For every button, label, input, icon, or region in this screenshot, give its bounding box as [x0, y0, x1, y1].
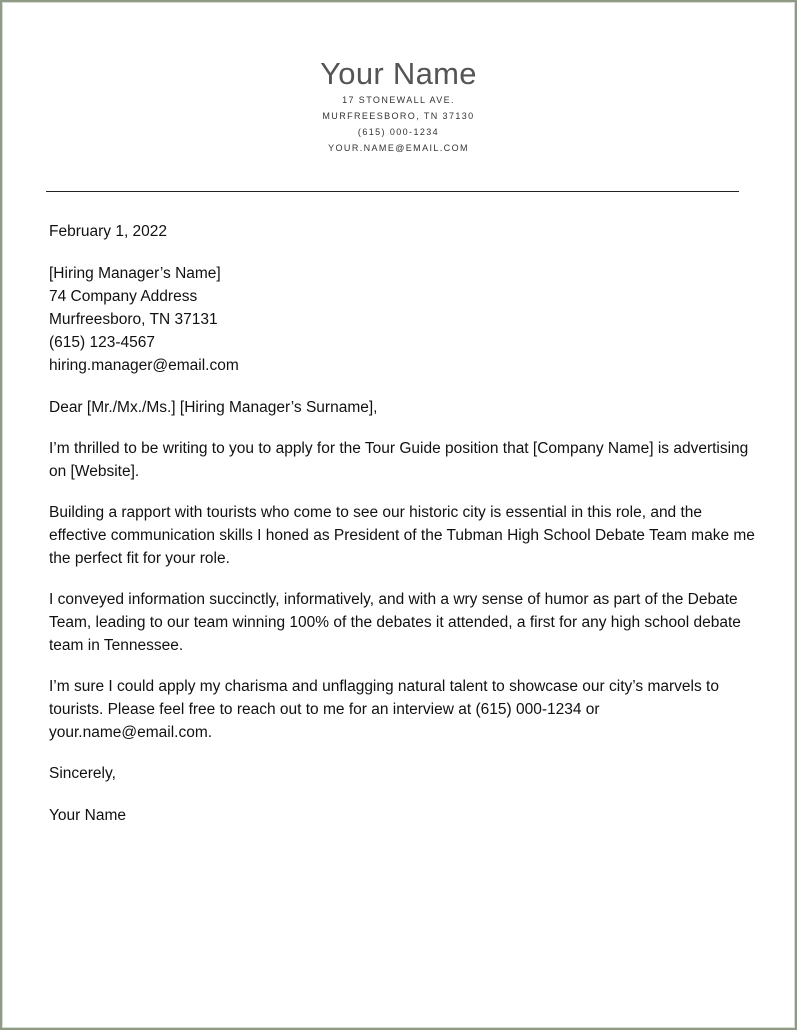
signature-name: Your Name [49, 807, 126, 824]
paragraph-intro: I’m thrilled to be writing to you to apply for the Tour Guide position that [Company Name] is advertising on [Website]. [49, 440, 749, 480]
recipient-address: 74 Company Address [49, 288, 198, 305]
letter-date: February 1, 2022 [49, 223, 168, 240]
recipient-email: hiring.manager@email.com [49, 357, 239, 374]
sender-address-line2: MURFREESBORO, TN 37130 [322, 111, 475, 121]
closing: Sincerely, [49, 765, 116, 782]
paragraph-closing-request: I’m sure I could apply my charisma and unflagging natural talent to showcase our city’s marvels to tourists. Please feel free to reach out to me for an interview at (615) 000-1234 or your.name@email.com. [49, 678, 719, 741]
recipient-phone: (615) 123-4567 [49, 334, 155, 351]
sender-name: Your Name [320, 56, 477, 91]
header-divider [46, 191, 739, 192]
sender-address-line1: 17 STONEWALL AVE. [342, 95, 455, 105]
salutation: Dear [Mr./Mx./Ms.] [Hiring Manager’s Surname], [49, 399, 378, 416]
paragraph-rapport: Building a rapport with tourists who come to see our historic city is essential in this role, and the effective communication skills I honed as President of the Tubman High School Debate Team make me the perfect fit for your role. [49, 504, 755, 567]
recipient-city: Murfreesboro, TN 37131 [49, 311, 218, 328]
paragraph-debate: I conveyed information succinctly, informatively, and with a wry sense of humor as part of the Debate Team, leading to our team winning 100% of the debates it attended, a first for any high school debate team in Tennessee. [49, 591, 741, 654]
letter-body [49, 220, 759, 827]
sender-email: YOUR.NAME@EMAIL.COM [328, 143, 469, 153]
recipient-name: [Hiring Manager’s Name] [49, 265, 221, 282]
letterhead [0, 56, 797, 156]
sender-phone: (615) 000-1234 [357, 127, 440, 137]
recipient-block [49, 262, 759, 377]
